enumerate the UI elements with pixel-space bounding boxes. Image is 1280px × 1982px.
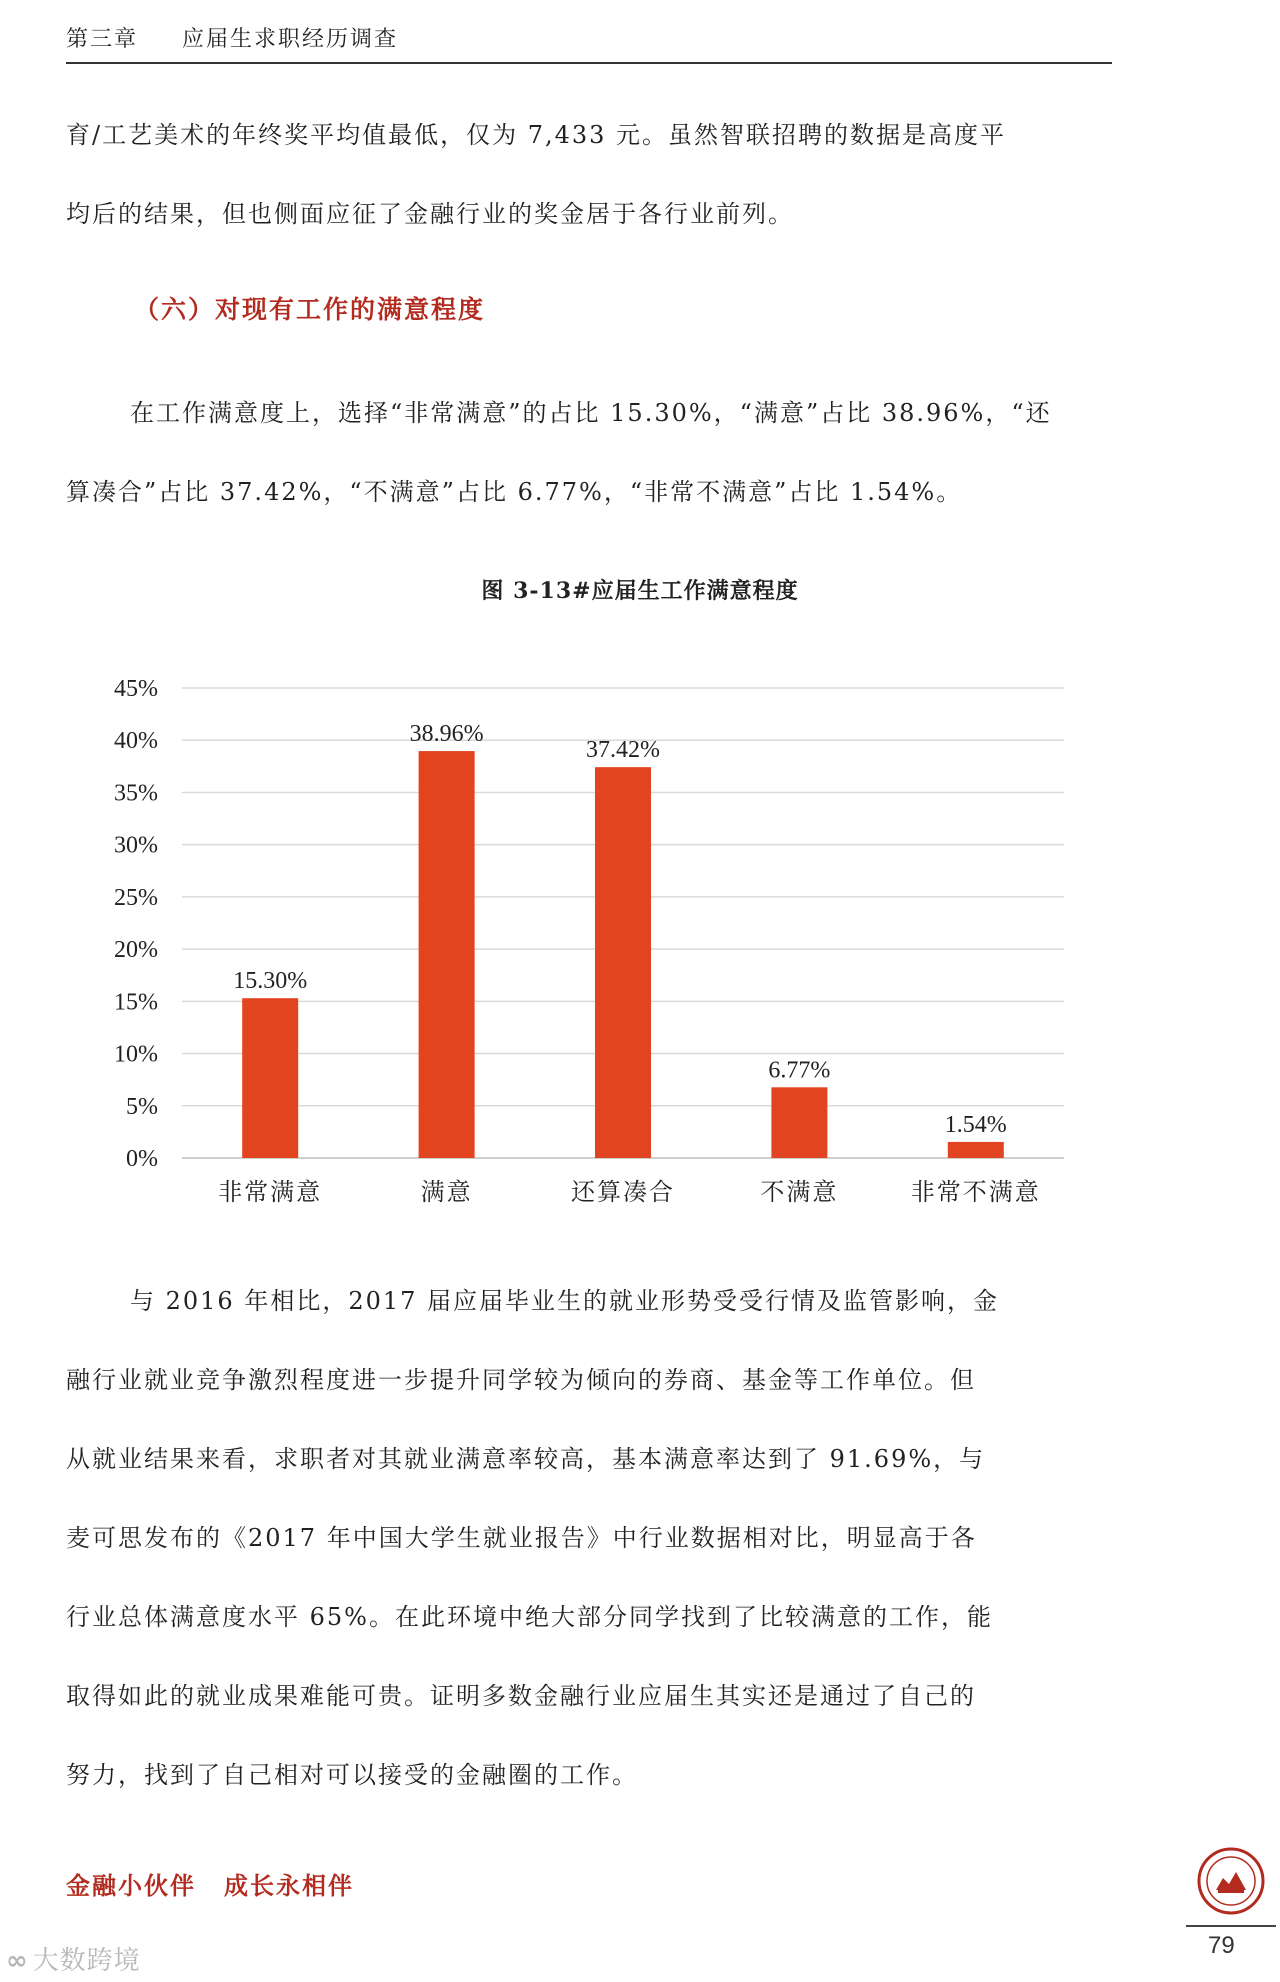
paragraph-3 xyxy=(66,1262,1116,1815)
text-line: 取得如此的就业成果难能可贵。证明多数金融行业应届生其实还是通过了自己的 xyxy=(66,1682,976,1710)
data-label: 38.96% xyxy=(409,721,484,748)
y-tick-label: 30% xyxy=(114,832,158,859)
text-line: 麦可思发布的《2017 年中国大学生就业报告》中行业数据相对比，明显高于各 xyxy=(66,1524,977,1552)
data-label: 1.54% xyxy=(944,1111,1007,1138)
y-tick-label: 20% xyxy=(114,937,158,964)
x-tick-label: 满意 xyxy=(420,1180,473,1206)
text-line: 算凑合”占比 37.42%，“不满意”占比 6.77%，“非常不满意”占比 1.54%。 xyxy=(66,478,963,506)
bar xyxy=(419,751,475,1158)
text-line: 育/工艺美术的年终奖平均值最低，仅为 7,433 元。虽然智联招聘的数据是高度平 xyxy=(66,121,1007,149)
watermark-logo-icon: ∞ xyxy=(6,1946,29,1976)
university-seal-icon xyxy=(1196,1846,1266,1916)
section-heading: （六）对现有工作的满意程度 xyxy=(134,295,486,324)
watermark-text: 大数跨境 xyxy=(32,1946,141,1976)
x-tick-label: 不满意 xyxy=(760,1180,839,1206)
text-line: 行业总体满意度水平 65%。在此环境中绝大部分同学找到了比较满意的工作，能 xyxy=(66,1603,993,1631)
x-tick-label: 非常不满意 xyxy=(910,1180,1041,1206)
chapter-label: 第三章 xyxy=(66,27,139,52)
text-line: 融行业就业竞争激烈程度进一步提升同学较为倾向的券商、基金等工作单位。但 xyxy=(66,1366,976,1394)
bar xyxy=(948,1142,1004,1158)
x-tick-label: 还算凑合 xyxy=(571,1180,675,1206)
y-tick-label: 45% xyxy=(114,676,158,702)
page-number-rule xyxy=(1186,1925,1276,1927)
y-tick-label: 40% xyxy=(114,728,158,755)
text-line: 从就业结果来看，求职者对其就业满意率较高，基本满意率达到了 91.69%，与 xyxy=(66,1445,986,1473)
x-tick-label: 非常满意 xyxy=(218,1180,323,1206)
page-header xyxy=(66,22,1112,64)
data-label: 15.30% xyxy=(233,968,308,995)
y-tick-label: 5% xyxy=(126,1093,158,1120)
paragraph-2 xyxy=(66,374,1116,532)
y-tick-label: 10% xyxy=(114,1041,158,1068)
bar xyxy=(242,998,298,1158)
slogan-part-a: 金融小伙伴 xyxy=(66,1871,196,1900)
text-line: 均后的结果，但也侧面应征了金融行业的奖金居于各行业前列。 xyxy=(66,200,794,228)
bar xyxy=(771,1087,827,1158)
bar xyxy=(595,767,651,1158)
y-tick-label: 35% xyxy=(114,780,158,807)
text-line: 努力，找到了自己相对可以接受的金融圈的工作。 xyxy=(66,1761,638,1789)
y-tick-label: 0% xyxy=(126,1146,158,1172)
bar-chart xyxy=(0,640,1280,1240)
text-line: 在工作满意度上，选择“非常满意”的占比 15.30%，“满意”占比 38.96%，“还 xyxy=(130,399,1052,427)
chapter-title: 应届生求职经历调查 xyxy=(182,27,399,52)
watermark xyxy=(6,1940,141,1977)
y-tick-label: 25% xyxy=(114,884,158,911)
footer-slogan xyxy=(66,1866,354,1901)
data-label: 6.77% xyxy=(768,1057,831,1084)
y-tick-label: 15% xyxy=(114,989,158,1016)
data-label: 37.42% xyxy=(586,737,660,764)
paragraph-1 xyxy=(66,96,1116,254)
text-line: 与 2016 年相比，2017 届应届毕业生的就业形势受受行情及监管影响，金 xyxy=(130,1287,1000,1315)
page-number: 79 xyxy=(1208,1932,1235,1959)
figure-title: 图 3-13#应届生工作满意程度 xyxy=(481,578,799,604)
slogan-part-b: 成长永相伴 xyxy=(224,1871,354,1900)
